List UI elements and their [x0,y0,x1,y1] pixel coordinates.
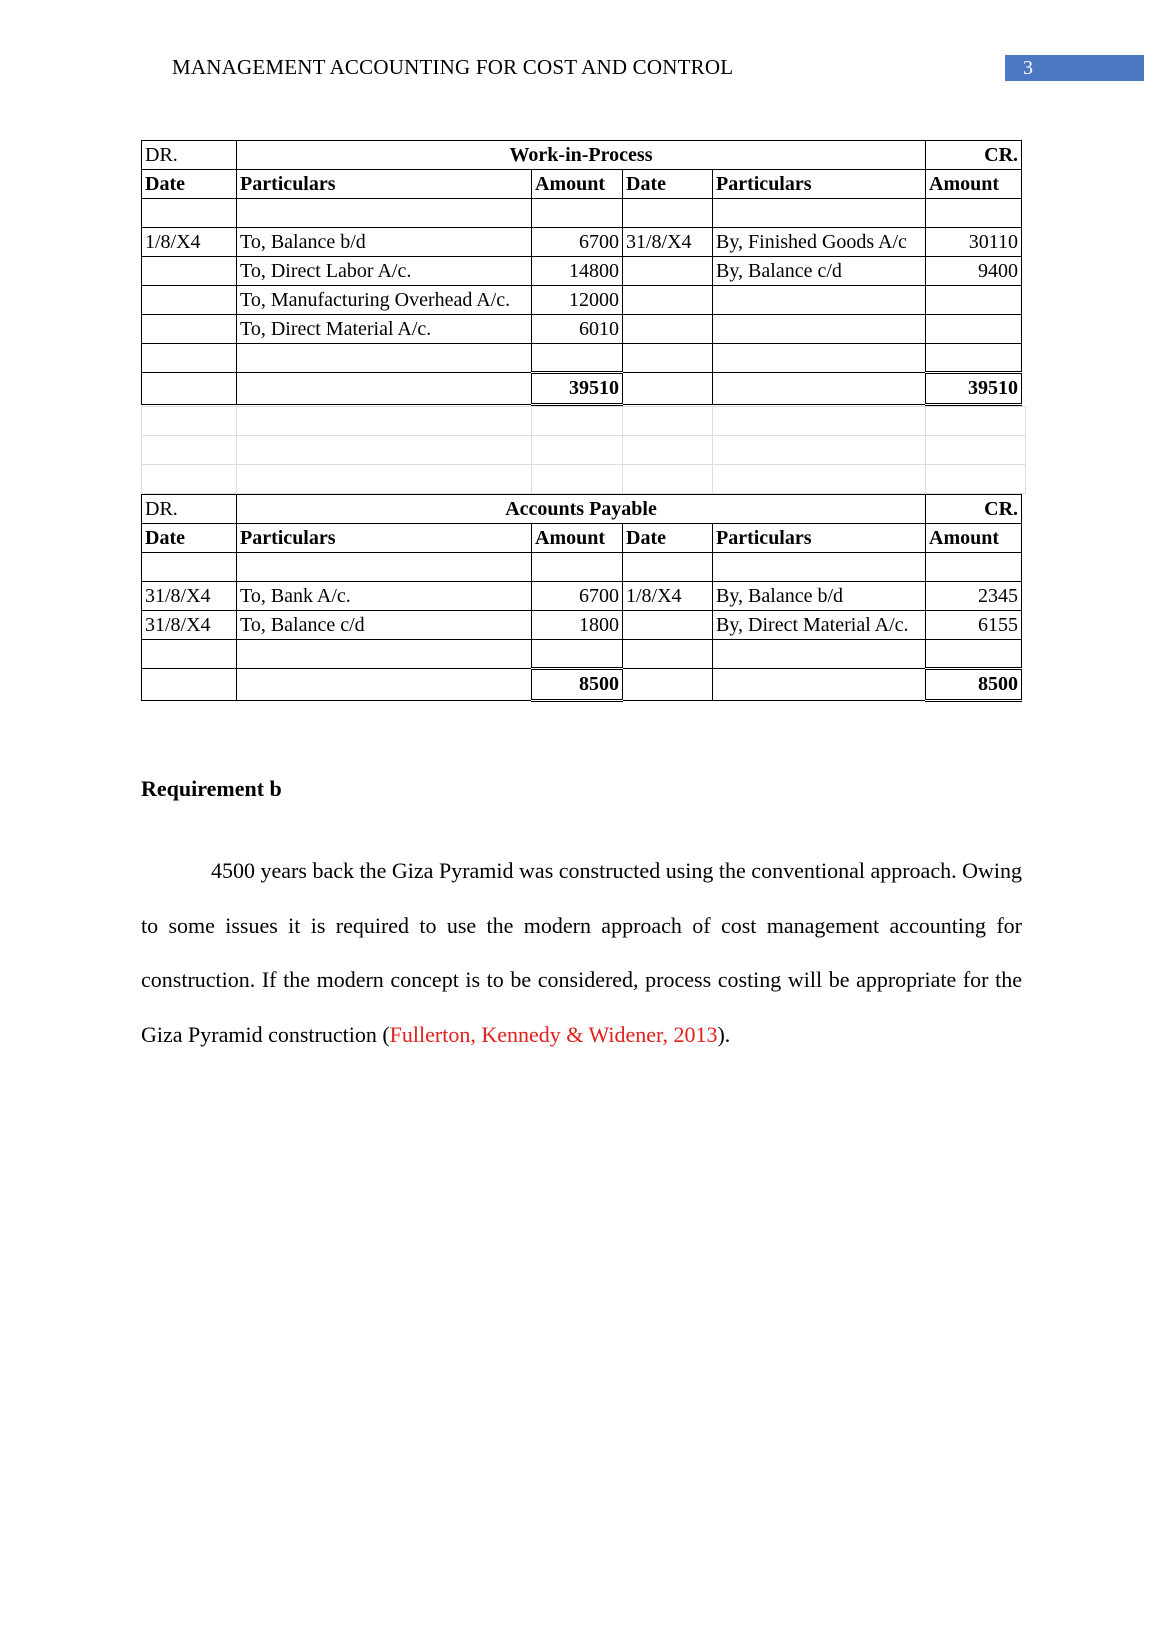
cell-cr-date [623,286,713,315]
cell-date: 31/8/X4 [142,611,237,640]
para-end: ). [717,1021,731,1047]
table-row [142,582,1022,611]
cell-cr-particular: By, Direct Material A/c. [713,611,926,640]
wip-col-cr-date: Date [623,170,713,199]
cell-date [142,257,237,286]
wip-col-cr-amount: Amount [926,170,1022,199]
cell-particular: To, Manufacturing Overhead A/c. [237,286,532,315]
cell-date: 1/8/X4 [142,228,237,257]
wip-col-particulars: Particulars [237,170,532,199]
cell-cr-particular [713,286,926,315]
ap-title-row [142,495,1022,524]
wip-title-row [142,141,1022,170]
ap-total-dr: 8500 [532,669,623,701]
section-heading: Requirement b [141,776,282,801]
ap-total-row [142,669,1022,701]
cell-cr-date [623,257,713,286]
cell-cr-date: 1/8/X4 [623,582,713,611]
cell-amount: 14800 [532,257,623,286]
page-number: 3 [1005,55,1144,81]
cell-date [142,315,237,344]
wip-col-cr-particulars: Particulars [713,170,926,199]
ap-col-date: Date [142,524,237,553]
cell-cr-date [623,315,713,344]
cell-cr-amount: 9400 [926,257,1022,286]
wip-cr-label: CR. [926,141,1022,170]
ledger-accounts [141,140,1021,702]
wip-total-row [142,373,1022,405]
cell-cr-amount: 2345 [926,582,1022,611]
cell-cr-amount [926,315,1022,344]
cell-cr-amount: 30110 [926,228,1022,257]
citation-link: Fullerton, Kennedy & Widener, 2013 [389,1021,718,1047]
table-row [142,344,1022,373]
cell-amount: 6700 [532,582,623,611]
ap-ledger-table [141,494,1022,702]
table-row [142,199,1022,228]
running-head: MANAGEMENT ACCOUNTING FOR COST AND CONTROL [172,55,734,79]
cell-particular: To, Direct Labor A/c. [237,257,532,286]
cell-amount: 1800 [532,611,623,640]
wip-header-row [142,170,1022,199]
cell-cr-particular: By, Balance b/d [713,582,926,611]
table-row [142,553,1022,582]
wip-col-date: Date [142,170,237,199]
ap-total-cr: 8500 [926,669,1022,701]
cell-amount: 12000 [532,286,623,315]
cell-particular: To, Balance c/d [237,611,532,640]
cell-particular: To, Balance b/d [237,228,532,257]
para-text: 4500 years back the Giza Pyramid was constructed using the conventional approach. Owing to some issues it is required to use the modern approach of cost management accounting for construction. If the modern concept is to be considered, process costing will be appropriate for the Giza Pyramid construction ( [141,858,1022,1047]
cell-cr-particular [713,315,926,344]
cell-date: 31/8/X4 [142,582,237,611]
table-row [142,315,1022,344]
table-row [142,257,1022,286]
cell-cr-particular: By, Finished Goods A/c [713,228,926,257]
wip-ledger-table [141,140,1022,406]
body-paragraph [141,844,1022,1062]
cell-date [142,286,237,315]
wip-col-amount: Amount [532,170,623,199]
cell-cr-date [623,611,713,640]
cell-cr-amount [926,286,1022,315]
cell-amount: 6010 [532,315,623,344]
cell-particular: To, Bank A/c. [237,582,532,611]
cell-cr-amount: 6155 [926,611,1022,640]
ap-dr-label: DR. [142,495,237,524]
table-row [142,640,1022,669]
wip-title: Work-in-Process [237,141,926,170]
cell-particular: To, Direct Material A/c. [237,315,532,344]
ap-col-particulars: Particulars [237,524,532,553]
ap-header-row [142,524,1022,553]
ap-col-amount: Amount [532,524,623,553]
ap-cr-label: CR. [926,495,1022,524]
ap-title: Accounts Payable [237,495,926,524]
wip-total-dr: 39510 [532,373,623,405]
cell-cr-date: 31/8/X4 [623,228,713,257]
table-row [142,286,1022,315]
ap-col-cr-amount: Amount [926,524,1022,553]
spreadsheet-gap-grid [141,406,1026,494]
cell-amount: 6700 [532,228,623,257]
table-row [142,228,1022,257]
ap-col-cr-date: Date [623,524,713,553]
table-row [142,611,1022,640]
wip-total-cr: 39510 [926,373,1022,405]
cell-cr-particular: By, Balance c/d [713,257,926,286]
ap-col-cr-particulars: Particulars [713,524,926,553]
wip-dr-label: DR. [142,141,237,170]
